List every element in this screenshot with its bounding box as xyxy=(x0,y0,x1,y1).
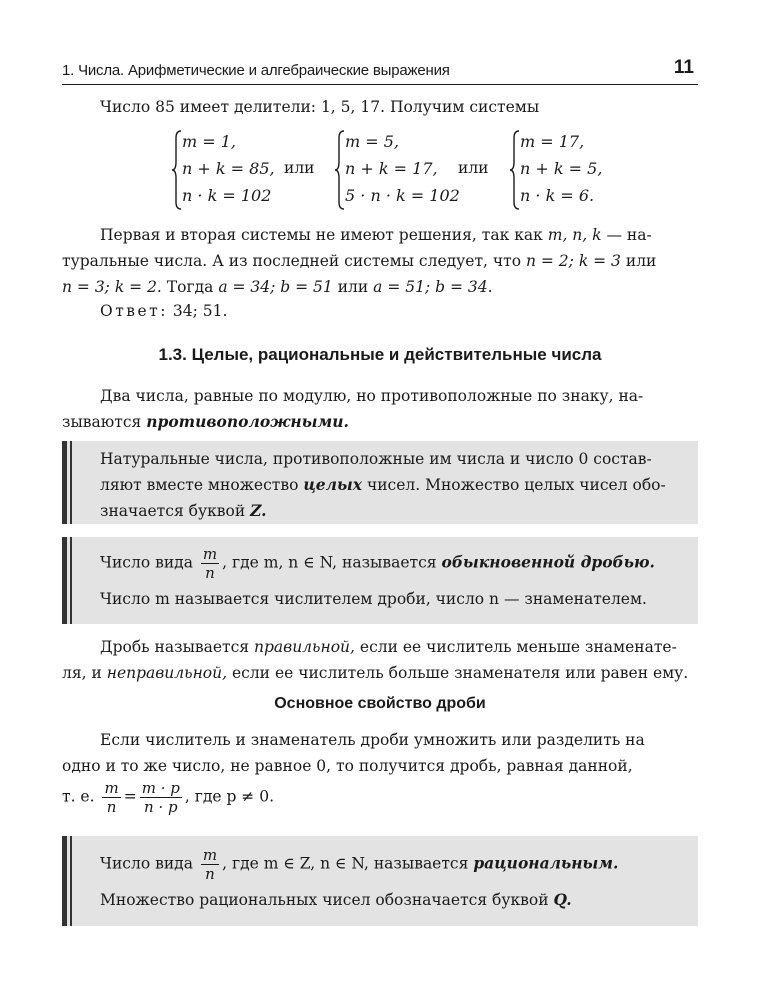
system-row: n + k = 17, xyxy=(345,159,438,178)
denominator: n xyxy=(102,797,120,816)
numerator: m · p xyxy=(141,779,180,797)
fraction xyxy=(201,545,219,582)
system-row: m = 17, xyxy=(520,132,585,151)
answer-label: Ответ: xyxy=(100,302,168,320)
brace-icon xyxy=(335,130,345,210)
text: , где m ∈ Z, n ∈ N, называется xyxy=(222,854,469,873)
system-row: n + k = 85, xyxy=(182,159,275,178)
term: рациональным. xyxy=(473,853,619,873)
page-number: 11 xyxy=(673,57,694,78)
numerator: m xyxy=(202,545,218,563)
system-row: n · k = 6. xyxy=(520,186,595,205)
text: Если числитель и знаменатель дроби умножить или разделить на xyxy=(100,731,645,749)
or-word: или xyxy=(284,159,315,177)
system-row: m = 5, xyxy=(345,132,400,151)
definition-box-integers xyxy=(62,441,698,524)
text: Число вида xyxy=(100,553,193,572)
property-formula: т. е. $\frac{m}{n}$ = $\frac{m \cdot p}{n \cdot p}$ , где p ≠ 0. xyxy=(62,779,275,816)
denominator: n · p xyxy=(140,797,182,816)
denominator: n xyxy=(201,864,219,883)
opposite-paragraph xyxy=(62,383,698,435)
text: зываются xyxy=(62,413,142,431)
text: т. е. xyxy=(62,787,95,806)
brace-icon xyxy=(510,130,520,210)
text: или xyxy=(337,278,369,296)
math: m, n, k xyxy=(547,226,602,244)
text: Множество рациональных чисел обозначается буквой xyxy=(100,891,549,909)
text: , где m, n ∈ N, называется xyxy=(222,553,437,572)
system-row: n + k = 5, xyxy=(520,159,603,178)
math: n = 3; k = 2. xyxy=(62,278,162,296)
text: Число вида xyxy=(100,854,193,873)
answer xyxy=(100,298,698,324)
math: a = 51; b = 34. xyxy=(373,278,493,296)
proper-paragraph xyxy=(62,634,698,686)
subsection-title: Основное свойство дроби xyxy=(274,695,486,712)
system-row: 5 · n · k = 102 xyxy=(345,186,460,205)
section-title: 1.3. Целые, рациональные и действительные числа xyxy=(158,345,602,364)
text: ля, и xyxy=(62,664,102,682)
text: Два числа, равные по модулю, но противоположные по знаку, на- xyxy=(100,387,644,405)
property-paragraph xyxy=(62,727,698,779)
system-row: m = 1, xyxy=(182,132,237,151)
brace-icon xyxy=(172,130,182,210)
solution-paragraph xyxy=(62,222,698,300)
term: правильной, xyxy=(254,638,355,656)
math: a = 34; b = 51 xyxy=(218,278,333,296)
fraction xyxy=(201,846,219,883)
text: , где p ≠ 0. xyxy=(184,787,275,806)
answer-value: 34; 51. xyxy=(172,302,228,320)
definition-box-fraction xyxy=(62,537,698,624)
text: или xyxy=(625,252,657,270)
text: Тогда xyxy=(166,278,214,296)
text: если ее числитель меньше знаменате- xyxy=(359,638,677,656)
text: чисел. Множество целых чисел обо- xyxy=(366,476,666,494)
term: неправильной, xyxy=(106,664,228,682)
text: Число m называется числителем дроби, число n — знаменателем. xyxy=(100,590,647,608)
term: Q. xyxy=(553,890,572,909)
or-word: или xyxy=(458,159,489,177)
text: одно и то же число, не равное 0, то получится дробь, равная данной, xyxy=(62,757,633,775)
system-row: n · k = 102 xyxy=(182,186,272,205)
text: Первая и вторая системы не имеют решения, так как xyxy=(100,226,543,244)
text: туральные числа. А из последней системы следует, что xyxy=(62,252,522,270)
numerator: m xyxy=(202,846,218,864)
text: если ее числитель больше знаменателя или равен ему. xyxy=(231,664,689,682)
math: n = 2; k = 3 xyxy=(525,252,621,270)
fraction xyxy=(102,779,120,816)
chapter-title: 1. Числа. Арифметические и алгебраические выражения xyxy=(62,62,450,79)
term: обыкновенной дробью. xyxy=(441,552,655,572)
definition-box-rational xyxy=(62,836,698,926)
term: целых xyxy=(303,475,363,494)
denominator: n xyxy=(201,563,219,582)
numerator: m xyxy=(104,779,119,797)
fraction xyxy=(140,779,182,816)
text: ляют вместе множество xyxy=(100,476,299,494)
term: Z. xyxy=(250,501,267,520)
term: противоположными. xyxy=(146,412,349,431)
text: Дробь называется xyxy=(100,638,250,656)
text: значается буквой xyxy=(100,502,246,520)
text: Натуральные числа, противоположные им числа и число 0 состав- xyxy=(100,450,652,468)
text: — на- xyxy=(606,226,652,244)
intro-line: Число 85 имеет делители: 1, 5, 17. Получим системы xyxy=(100,98,540,116)
running-header xyxy=(62,57,698,85)
